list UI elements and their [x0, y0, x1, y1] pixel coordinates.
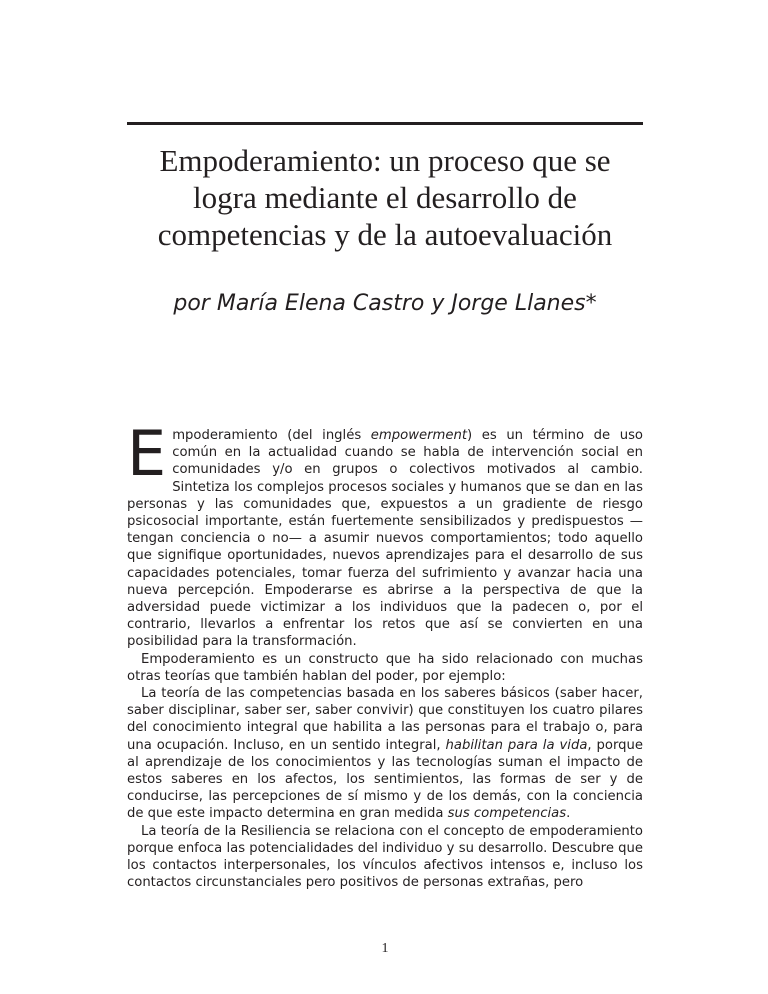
paragraph-1-part-1: mpoderamiento (del inglés — [172, 428, 371, 443]
article-body — [127, 417, 644, 891]
paragraph-1-emphasis: empowerment — [370, 428, 468, 443]
paragraph-2: Empoderamiento es un constructo que ha sido relacionado con muchas otras teorías que también hablan del poder, por ejemplo: — [127, 651, 643, 684]
paragraph-3-emphasis-1: habilitan para la vida — [445, 737, 588, 753]
paragraph-1 — [127, 417, 644, 651]
paragraph-3-part-2: , porque al aprendizaje de los conocimientos y las tecnologías suman el impacto de estos saberes en los afectos, los sentimientos, las formas de ser y de conducirse, las percepciones de sí mismo y de los demás, con la conciencia de que este impacto determina en gran medida — [127, 737, 644, 822]
paragraph-3-emphasis-2: sus competencias — [447, 806, 567, 822]
article-byline: por María Elena Castro y Jorge Llanes* — [173, 291, 597, 316]
paragraph-3-part-1: La teoría de las competencias basada en los saberes básicos (saber hacer, saber disciplinar, saber ser, saber convivir) que constituyen los cuatro pilares del conocimiento integral que habilita a las personas para el trabajo o, para una ocupación. Incluso, en un sentido integral, — [127, 686, 643, 753]
paragraph-1-part-2: ) es un término de uso común en la actualidad cuando se habla de intervención social en comunidades y/o en grupos o colectivos motivados al cambio. Sintetiza los complejos procesos sociales y humanos que se dan en las personas y las comunidades que, expuestos a un gradiente de riesgo psicosocial importante, están fuertemente sensibilizados y predispuestos —tengan conciencia o no— a asumir nuevos comportamientos; todo aquello que signifique oportunidades, nuevos aprendizajes para el desarrollo de sus capacidades potenciales, tomar fuerza del sufrimiento y avanzar hacia una nueva percepción. Empoderarse es abrirse a la perspectiva de que la adversidad puede victimizar a los individuos que la padecen o, por el contrario, llevarlos a enfrentar los retos que así se convierten en una posibilidad para la transformación. — [127, 428, 644, 650]
page-number: 1 — [381, 941, 389, 956]
paragraph-3 — [127, 685, 643, 823]
top-rule — [127, 122, 643, 125]
paragraph-3-part-3: . — [566, 806, 571, 822]
drop-cap: E — [127, 417, 167, 490]
article-title: Empoderamiento: un proceso que se logra mediante el desarrollo de competencias y de la autoevaluación — [157, 143, 613, 252]
paragraph-4: La teoría de la Resiliencia se relaciona con el concepto de empoderamiento porque enfoca las potencialidades del individuo y su desarrollo. Descubre que los contactos interpersonales, los vínculos afectivos intensos e, incluso los contactos circunstanciales pero positivos de personas extrañas, pero — [127, 823, 643, 891]
